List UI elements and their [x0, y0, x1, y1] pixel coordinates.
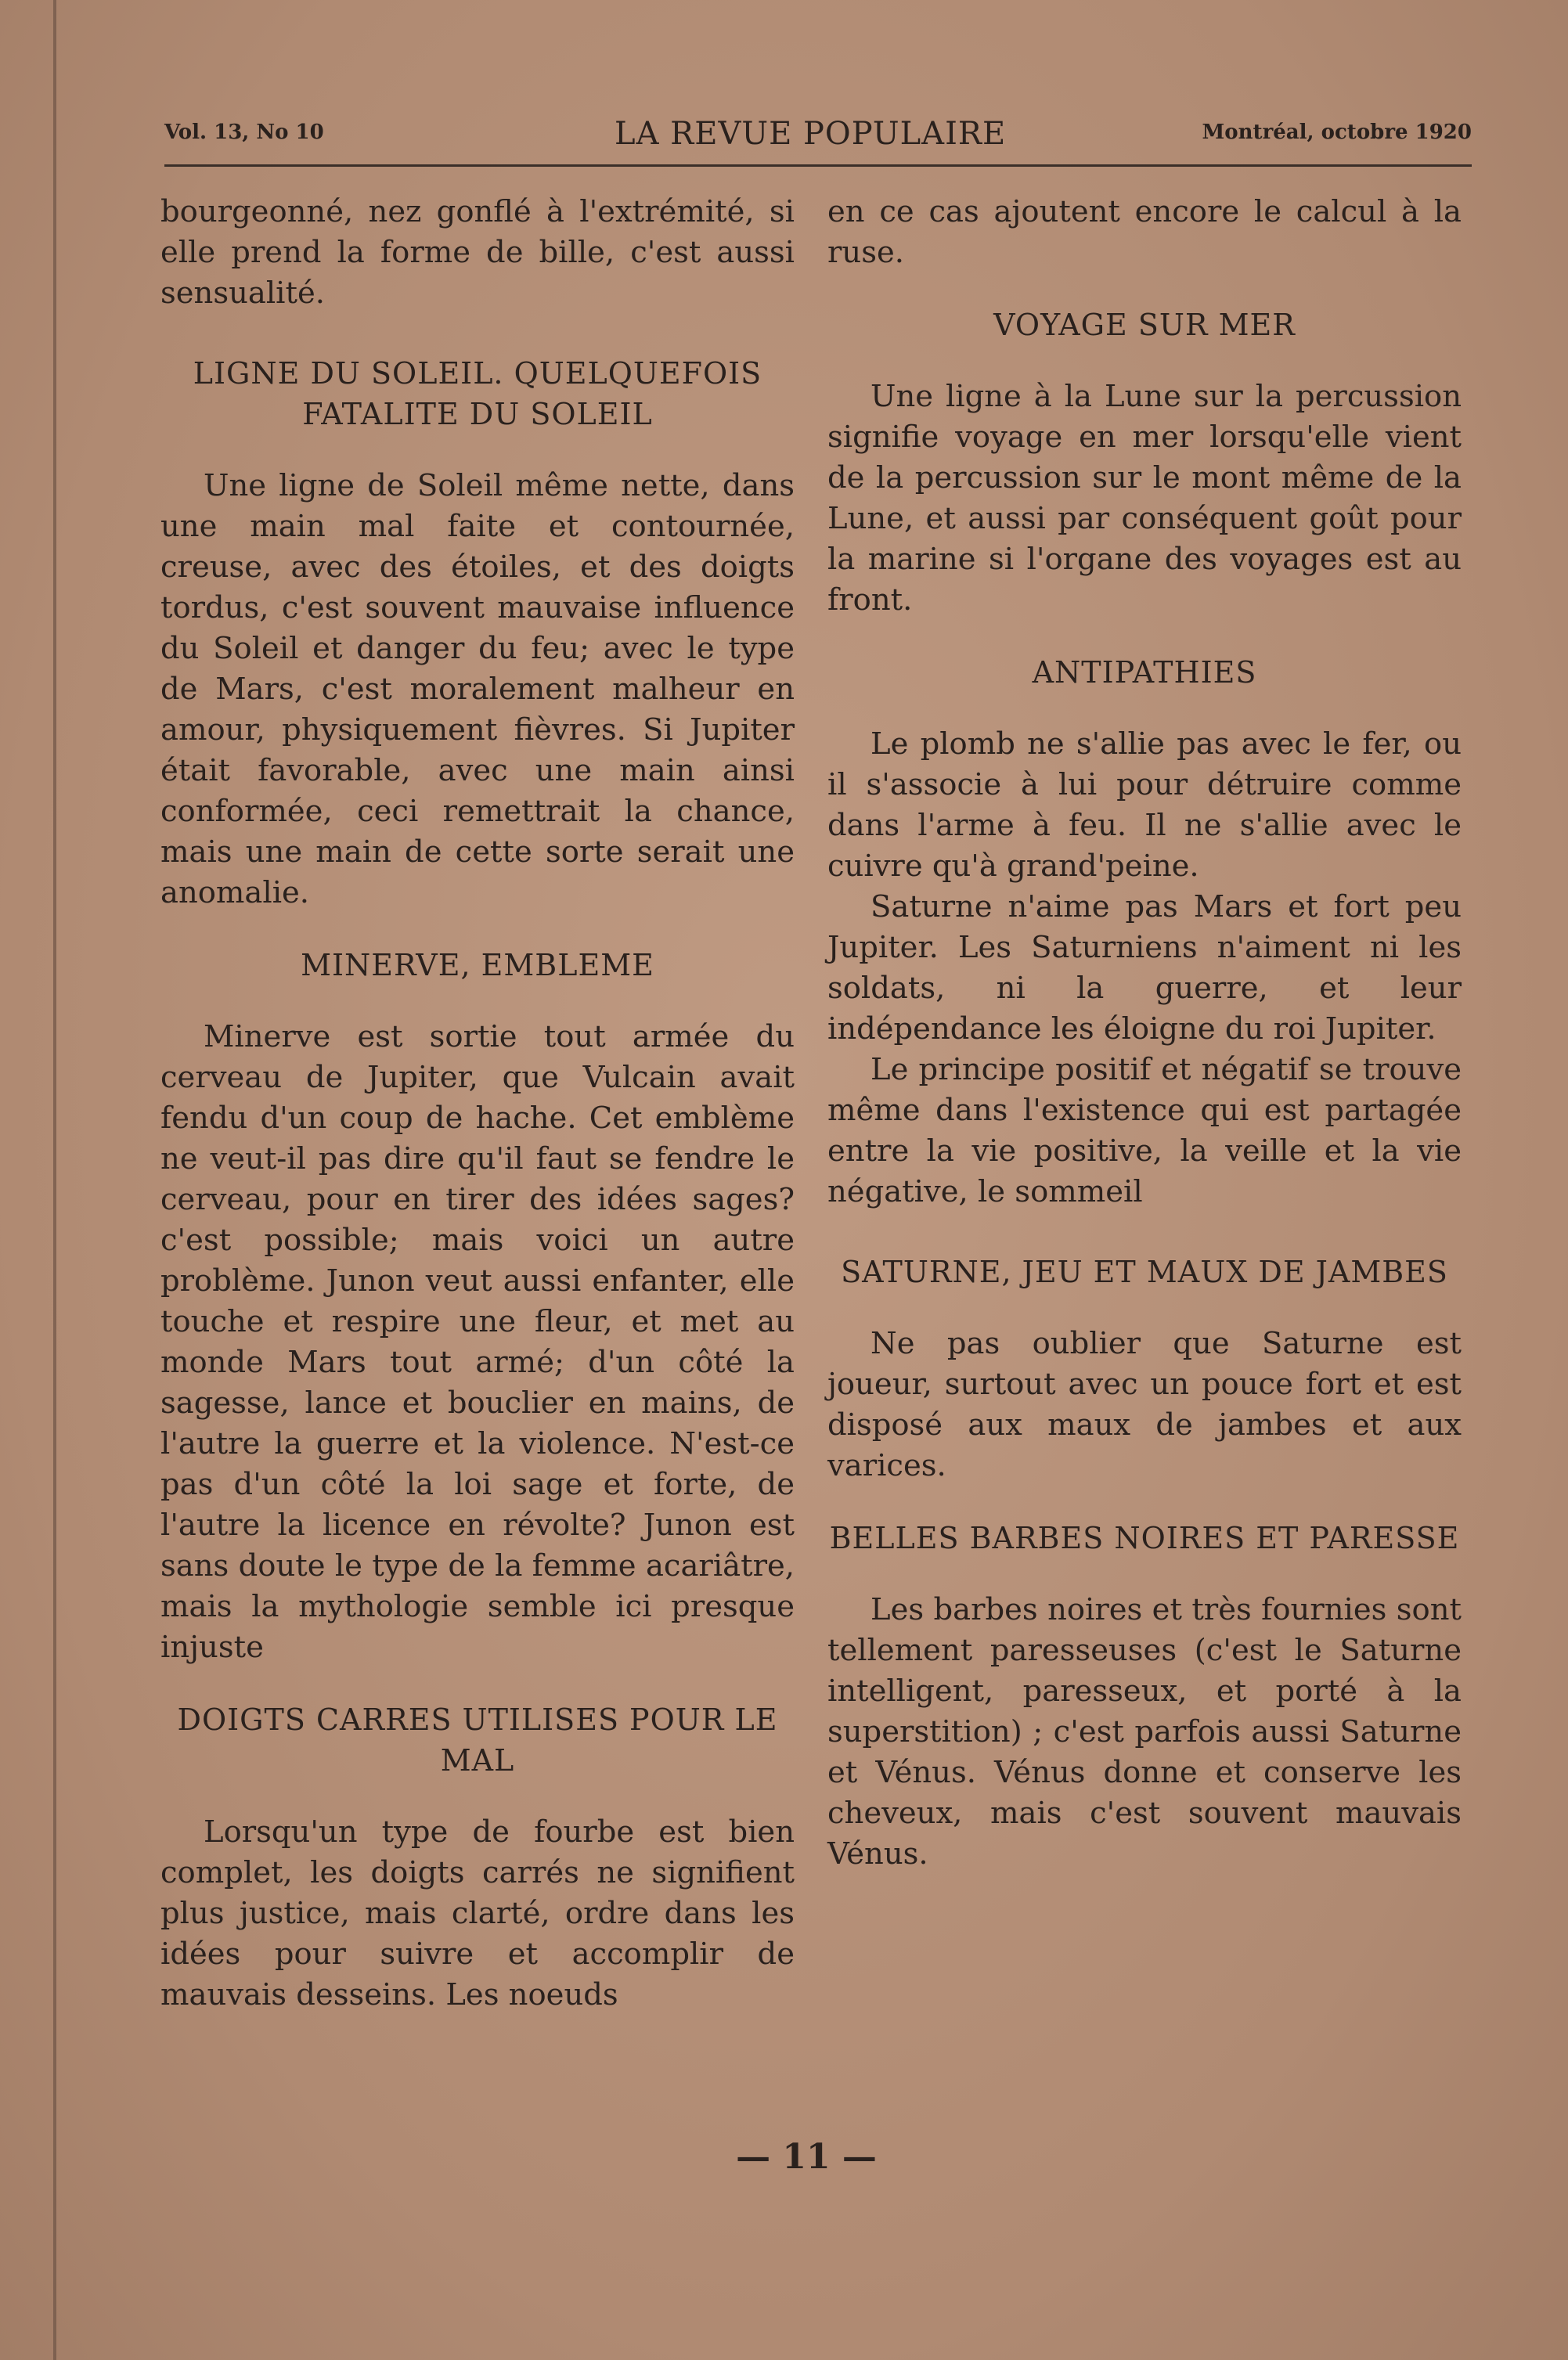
section-heading: BELLES BARBES NOIRES ET PARESSE [829, 1521, 1460, 1555]
header-rule [164, 164, 1472, 167]
paragraph: Une ligne de Soleil même nette, dans une main mal faite et contournée, creuse, avec des étoiles, et des doigts tordus, c'est souvent mauvaise influence du Soleil et danger du feu; avec le type de Mars, c'est moralement malheur en amour, physiquement fièvres. Si Jupiter était favorable, avec une main ainsi conformée, ceci remettrait la chance, mais une main de cette sorte serait une anomalie. [160, 468, 795, 910]
paragraph: Une ligne à la Lune sur la percussion signifie voyage en mer lorsqu'elle vient de la percussion sur le mont même de la Lune, et aussi par conséquent goût pour la marine si l'organe des voyages est au front. [827, 379, 1462, 618]
paragraph: Minerve est sortie tout armée du cerveau de Jupiter, que Vulcain avait fendu d'un coup de hache. Cet emblème ne veut-il pas dire qu'il faut se fendre le cerveau, pour en tirer des idées sages? c'est possible; mais voici un autre problème. Junon veut aussi enfanter, elle touche et respire une fleur, et met au monde Mars tout armé; d'un côté la sagesse, lance et bouclier en mains, de l'autre la guerre et la violence. N'est-ce pas d'un côté la loi sage et forte, de l'autre la licence en révolte? Junon est sans doute le type de la femme acariâtre, mais la mythologie semble ici presque injuste [160, 1019, 795, 1665]
section-heading: SATURNE, JEU ET MAUX DE JAMBES [841, 1255, 1448, 1289]
section-heading: DOIGTS CARRES UTILISES POUR LE MAL [177, 1702, 778, 1778]
publication-title: LA REVUE POPULAIRE [615, 116, 1007, 152]
page-binding-edge [53, 0, 56, 2360]
section-heading: MINERVE, EMBLEME [301, 948, 654, 982]
left-column [160, 192, 795, 2016]
paragraph: Le plomb ne s'allie pas avec le fer, ou il s'associe à lui pour détruire comme dans l'arme à feu. Il ne s'allie avec le cuivre qu'à grand'peine. [827, 726, 1462, 884]
section-heading: ANTIPATHIES [1032, 655, 1257, 690]
paragraph: bourgeonné, nez gonflé à l'extrémité, si elle prend la forme de bille, c'est aussi sensualité. [160, 194, 795, 311]
section-heading: LIGNE DU SOLEIL. QUELQUEFOIS FATALITE DU SOLEIL [193, 356, 762, 431]
paragraph: Saturne n'aime pas Mars et fort peu Jupiter. Les Saturniens n'aiment ni les soldats, ni la guerre, et leur indépendance les éloigne du roi Jupiter. [827, 889, 1462, 1047]
issue-date: Montréal, octobre 1920 [1202, 121, 1472, 144]
paragraph: Les barbes noires et très fournies sont tellement paresseuses (c'est le Saturne intelligent, paresseux, et porté à la superstition) ; c'est parfois aussi Saturne et Vénus. Vénus donne et conserve les cheveux, mais c'est souvent mauvais Vénus. [827, 1592, 1462, 1872]
paragraph: en ce cas ajoutent encore le calcul à la ruse. [827, 194, 1462, 270]
right-column [827, 192, 1462, 1875]
volume-issue: Vol. 13, No 10 [164, 121, 324, 144]
page-number: — 11 — [736, 2137, 877, 2177]
paragraph: Le principe positif et négatif se trouve même dans l'existence qui est partagée entre la vie positive, la veille et la vie négative, le sommeil [827, 1052, 1462, 1209]
paragraph: Ne pas oublier que Saturne est joueur, surtout avec un pouce fort et est disposé aux maux de jambes et aux varices. [827, 1326, 1462, 1483]
paragraph: Lorsqu'un type de fourbe est bien complet, les doigts carrés ne signifient plus justice, mais clarté, ordre dans les idées pour suivre et accomplir de mauvais desseins. Les noeuds [160, 1814, 795, 2012]
running-header [164, 116, 1472, 163]
section-heading: VOYAGE SUR MER [993, 308, 1296, 342]
